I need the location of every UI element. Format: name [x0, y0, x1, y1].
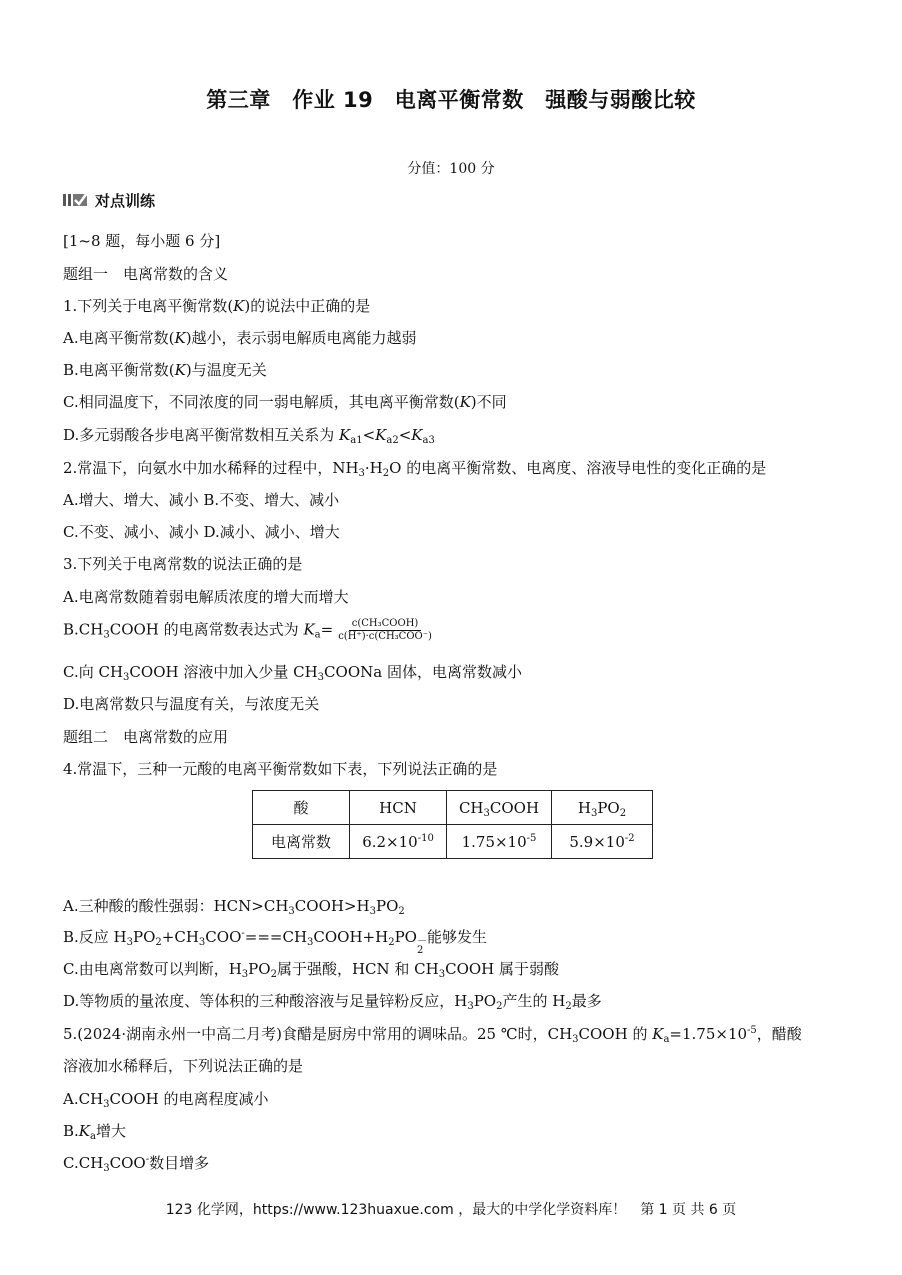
- question-5-option-c: $C.CH_3COO^-$数目增多: [63, 1154, 210, 1174]
- question-5-stem: 5.(2024·湖南永州一中高二月考)食醋是厨房中常用的调味品。25 ℃时，$CH_3COOH$ 的 $K_a=1.75\times 10^{-5}$，醋酸: [63, 1025, 802, 1045]
- question-1-option-a: A.电离平衡常数(K)越小，表示弱电解质电离能力越弱: [63, 329, 417, 347]
- question-3-option-d: D.电离常数只与温度有关，与浓度无关: [63, 695, 320, 713]
- question-4-option-b: B.反应 $H_3PO_2+CH_3COO^-===CH_3COOH+H_2PO$ － 2 能够发生: [63, 928, 487, 956]
- table-cell: $CH_3COOH$: [447, 791, 552, 825]
- question-3-stem: 3.下列关于电离常数的说法正确的是: [63, 555, 303, 573]
- table-cell: $1.75\times 10^{-5}$: [447, 825, 552, 859]
- question-4-option-d: D.等物质的量浓度、等体积的三种酸溶液与足量锌粉反应，$H_3PO_2$产生的 $H_2$最多: [63, 992, 602, 1012]
- page-title: 第三章 作业 19 电离平衡常数 强酸与弱酸比较: [206, 88, 696, 112]
- page-footer: 123 化学网，https://www.123huaxue.com ，最大的中学化学资料库！ 第 1 页 共 6 页: [165, 1202, 737, 1218]
- table-cell: HCN: [350, 791, 447, 825]
- ka-fraction: $\frac{\text{c(CH₃COOH)}}{\text{c(H⁺)·c(CH₃COO⁻)}}$: [338, 618, 432, 642]
- question-4-option-a: A.三种酸的酸性强弱：$HCN>CH_3COOH>H_3PO_2$: [63, 897, 405, 917]
- scoring-note: [1~8 题，每小题 6 分]: [63, 232, 221, 250]
- question-4-option-c: C.由电离常数可以判断，$H_3PO_2$属于强酸，HCN 和 $CH_3COOH$ 属于弱酸: [63, 960, 560, 980]
- group-heading-1: 题组一 电离常数的含义: [63, 265, 229, 283]
- acid-constant-table: [252, 790, 653, 859]
- question-4-stem: 4.常温下，三种一元酸的电离平衡常数如下表，下列说法正确的是: [63, 760, 498, 778]
- table-cell: $5.9\times 10^{-2}$: [552, 825, 653, 859]
- question-2-options-ab: A.增大、增大、减小 B.不变、增大、减小: [63, 491, 340, 509]
- question-2-options-cd: C.不变、减小、减小 D.减小、减小、增大: [63, 523, 340, 541]
- question-5-option-a: $A.CH_3COOH$ 的电离程度减小: [63, 1090, 269, 1110]
- table-cell: 酸: [253, 791, 350, 825]
- question-1-option-c: C.相同温度下，不同浓度的同一弱电解质，其电离平衡常数(K)不同: [63, 393, 507, 411]
- question-3-option-c: C.向 $CH_3COOH$ 溶液中加入少量 $CH_3COONa$ 固体，电离常数减小: [63, 663, 522, 683]
- question-1-option-b: B.电离平衡常数(K)与温度无关: [63, 361, 267, 379]
- table-header-row: [253, 791, 653, 825]
- table-row: [253, 825, 653, 859]
- question-2-stem: 2.常温下，向氨水中加水稀释的过程中，$NH_3\cdot H_2O$ 的电离平衡常数、电离度、溶液导电性的变化正确的是: [63, 459, 767, 479]
- checklist-icon: [63, 192, 89, 208]
- question-3-option-a: A.电离常数随着弱电解质浓度的增大而增大: [63, 588, 349, 606]
- question-1-option-d: D.多元弱酸各步电离平衡常数相互关系为 $K_{a1}<K_{a2}<K_{a3}$: [63, 426, 435, 446]
- score-line: 分值：100 分: [407, 161, 495, 177]
- table-cell: $6.2\times 10^{-10}$: [350, 825, 447, 859]
- section-title: 对点训练: [95, 191, 156, 210]
- question-5-option-b: $B.K_a$增大: [63, 1122, 126, 1142]
- table-cell: $H_3PO_2$: [552, 791, 653, 825]
- group-heading-2: 题组二 电离常数的应用: [63, 728, 229, 746]
- question-3-option-b: $B.CH_3COOH$ 的电离常数表达式为 $K_a=$ $\frac{\text{c(CH₃COOH)}}{\text{c(H⁺)·c(CH₃COO⁻)}}$: [63, 618, 435, 643]
- section-header: [63, 189, 155, 211]
- question-5-stem-continued: 溶液加水稀释后，下列说法正确的是: [63, 1057, 304, 1075]
- question-1-stem: 1.下列关于电离平衡常数(K)的说法中正确的是: [63, 297, 371, 315]
- table-cell: 电离常数: [253, 825, 350, 859]
